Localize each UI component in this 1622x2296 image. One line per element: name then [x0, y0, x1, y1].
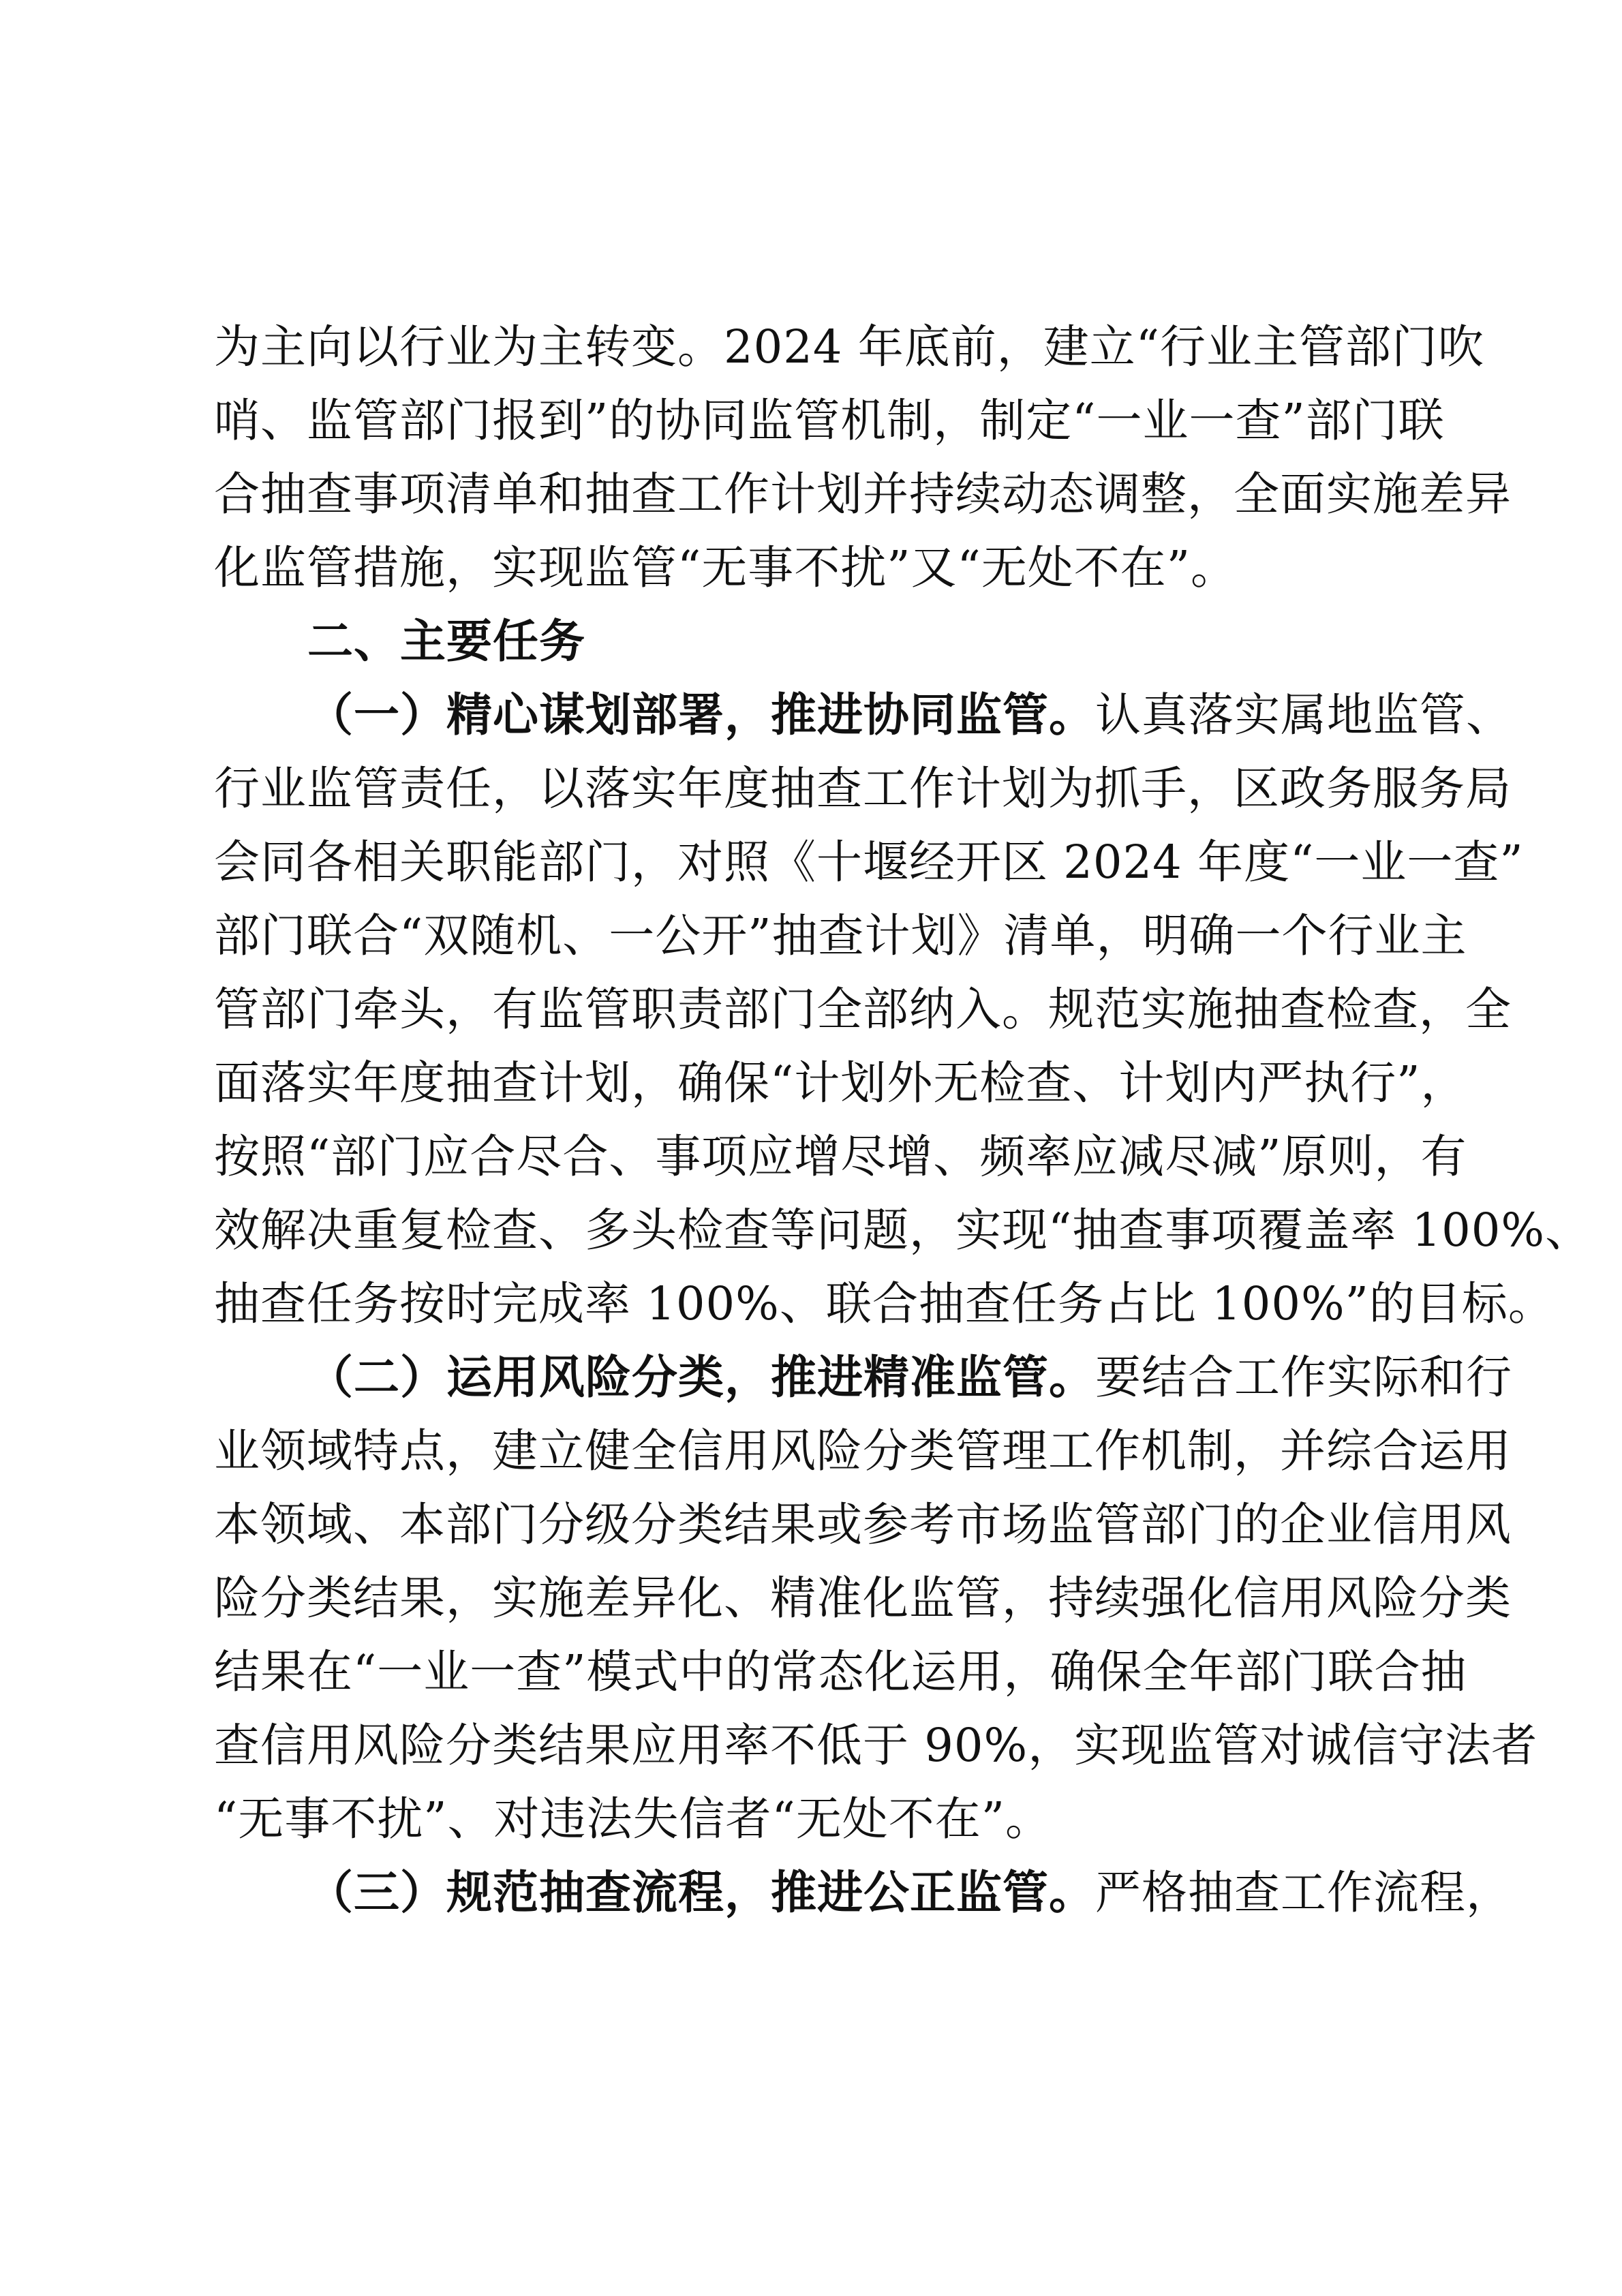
paragraph-line: 查信用风险分类结果应用率不低于 90%，实现监管对诚信守法者: [214, 1719, 1538, 1772]
paragraph-line: 按照“部门应合尽合、事项应增尽增、频率应减尽减”原则，有: [214, 1130, 1467, 1183]
subsection-2-heading: （二）运用风险分类，推进精准监管。: [307, 1350, 1095, 1404]
subsection-2-text: 要结合工作实际和行: [1095, 1351, 1512, 1404]
paragraph-line: 效解决重复检查、多头检查等问题，实现“抽查事项覆盖率 100%、: [214, 1204, 1592, 1257]
section-heading: 二、主要任务: [307, 615, 585, 668]
paragraph-line: 合抽查事项清单和抽查工作计划并持续动态调整，全面实施差异: [214, 468, 1512, 521]
paragraph-line: 业领域特点，建立健全信用风险分类管理工作机制，并综合运用: [214, 1424, 1512, 1478]
subsection-3-heading: （三）规范抽查流程，推进公正监管。: [307, 1865, 1095, 1919]
subsection-1-text: 认真落实属地监管、: [1095, 688, 1512, 741]
paragraph-line: 为主向以行业为主转变。2024 年底前，建立“行业主管部门吹: [214, 320, 1485, 373]
paragraph-line: 化监管措施，实现监管“无事不扰”又“无处不在”。: [214, 541, 1238, 594]
paragraph-line: 行业监管责任，以落实年度抽查工作计划为抓手，区政务服务局: [214, 762, 1512, 815]
subsection-1-first-line: [307, 678, 1512, 752]
subsection-1-heading: （一）精心谋划部署，推进协同监管。: [307, 688, 1095, 741]
subsection-3-first-line: [307, 1856, 1512, 1929]
paragraph-line: 面落实年度抽查计划，确保“计划外无检查、计划内严执行”，: [214, 1056, 1467, 1109]
paragraph-line: 险分类结果，实施差异化、精准化监管，持续强化信用风险分类: [214, 1572, 1512, 1625]
paragraph-line: “无事不扰”、对违法失信者“无处不在”。: [214, 1792, 1052, 1846]
subsection-3-text: 严格抽查工作流程，: [1095, 1866, 1512, 1919]
subsection-2-first-line: [307, 1341, 1512, 1414]
paragraph-line: 结果在“一业一查”模式中的常态化运用，确保全年部门联合抽: [214, 1645, 1467, 1698]
paragraph-line: 会同各相关职能部门，对照《十堰经开区 2024 年度“一业一查”: [214, 836, 1524, 889]
paragraph-line: 本领域、本部门分级分类结果或参考市场监管部门的企业信用风: [214, 1498, 1512, 1551]
paragraph-line: 抽查任务按时完成率 100%、联合抽查任务占比 100%”的目标。: [214, 1277, 1555, 1330]
paragraph-line: 哨、监管部门报到”的协同监管机制，制定“一业一查”部门联: [214, 394, 1445, 447]
paragraph-line: 管部门牵头，有监管职责部门全部纳入。规范实施抽查检查，全: [214, 983, 1512, 1036]
paragraph-line: 部门联合“双随机、一公开”抽查计划》清单，明确一个行业主: [214, 909, 1467, 962]
